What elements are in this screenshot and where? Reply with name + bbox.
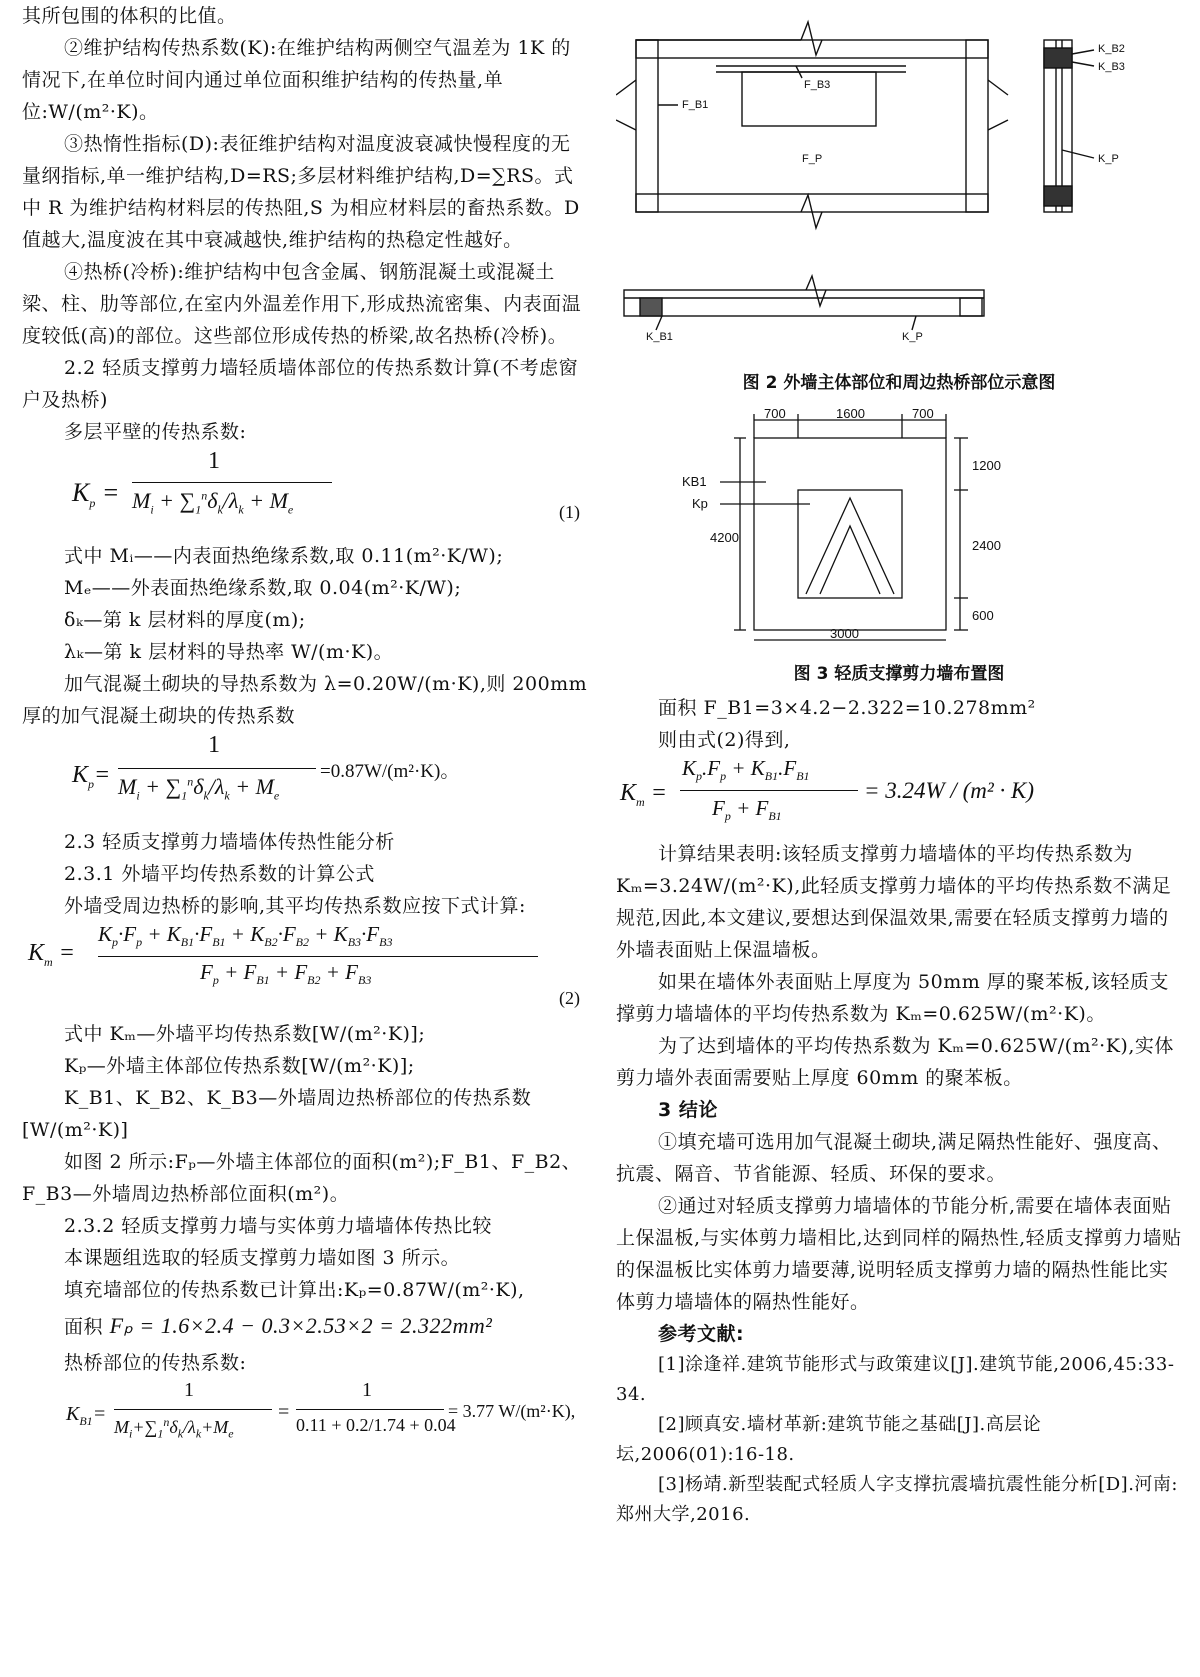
para-thermal-bridge-coeff: 热桥部位的传热系数:	[64, 1352, 247, 1374]
para-heat-transfer-coeff: ②维护结构传热系数(K):在维护结构两侧空气温差为 1K 的情况下,在单位时间内通过单位面积维护结构的传热量,单位:W/(m²·K)。	[22, 37, 571, 123]
para-60mm: 为了达到墙体的平均传热系数为 Kₘ=0.625W/(m²·K),实体剪力墙外表面需要贴上厚度 60mm 的聚苯板。	[616, 1035, 1174, 1089]
left-column	[22, 0, 588, 1463]
fig2-label-kp2: K_P	[902, 331, 923, 343]
def-lambda-k: λₖ—第 k 层材料的导热率 W/(m·K)。	[64, 641, 394, 663]
heading-2-3: 2.3 轻质支撑剪力墙墙体传热性能分析	[64, 831, 395, 853]
para-multilayer: 多层平壁的传热系数:	[64, 421, 247, 443]
heading-2-2: 2.2 轻质支撑剪力墙轻质墙体部位的传热系数计算(不考虑窗户及热桥)	[22, 357, 579, 411]
para-result: 计算结果表明:该轻质支撑剪力墙墙体的平均传热系数为 Kₘ=3.24W/(m²·K),此轻质支撑剪力墙体的平均传热系数不满足规范,因此,本文建议,要想达到保温效果,需要在轻质支撑剪力墙的外墙表面贴上保温墙板。	[616, 843, 1172, 961]
conclusion-2: ②通过对轻质支撑剪力墙墙体的节能分析,需要在墙体表面贴上保温板,与实体剪力墙相比,达到同样的隔热性,轻质支撑剪力墙贴的保温板比实体剪力墙要薄,说明轻质支撑剪力墙的隔热性能比实体剪力墙墙体的隔热性能好。	[616, 1195, 1182, 1313]
fig3-dim-3000: 3000	[830, 626, 859, 641]
kp-result: =0.87W/(m²·K)。	[320, 761, 460, 782]
fig2-label-kb1: K_B1	[646, 331, 673, 343]
fig3-dim-700-right: 700	[912, 408, 934, 421]
def-areas: 如图 2 所示:Fₚ—外墙主体部位的面积(m²);F_B1、F_B2、F_B3—外墙周边热桥部位面积(m²)。	[22, 1151, 582, 1205]
fig2-label-fb1: F_B1	[682, 99, 709, 111]
fig3-label-kb1: KB1	[682, 474, 707, 489]
fig3-dim-700-left: 700	[764, 408, 786, 421]
equation-2-number: (2)	[559, 988, 580, 1008]
fig2-label-kb2: K_B2	[1098, 43, 1125, 55]
fig2-label-kp: K_P	[1098, 153, 1119, 165]
fig3-dim-1200: 1200	[972, 458, 1001, 473]
equation-kb1: $K_{B1}=$ 1 $M_i+\sum_1^n\delta_k/\lambda_k+M_e$ = 1 0.11 + 0.2/1.74 + 0.04 = 3.77 W/(m²·K),	[66, 1379, 576, 1441]
area-fp-line	[22, 1306, 588, 1347]
def-mi: 式中 Mᵢ——内表面热绝缘系数,取 0.11(m²·K/W);	[64, 545, 504, 567]
reference-3: [3]杨靖.新型装配式轻质人字支撑抗震墙抗震性能分析[D].河南:郑州大学,2016.	[616, 1474, 1178, 1525]
area-fp-equation: Fₚ = 1.6×2.4 − 0.3×2.53×2 = 2.322mm²	[109, 1313, 493, 1338]
para-aerated-concrete: 加气混凝土砌块的导热系数为 λ=0.20W/(m·K),则 200mm 厚的加气混凝土砌块的传热系数	[22, 673, 588, 727]
fig3-dim-2400: 2400	[972, 538, 1001, 553]
figure-2-diagram	[616, 0, 1182, 370]
para-50mm: 如果在墙体外表面贴上厚度为 50mm 厚的聚苯板,该轻质支撑剪力墙墙体的平均传热系数为 Kₘ=0.625W/(m²·K)。	[616, 971, 1169, 1025]
area-label: 面积	[64, 1316, 104, 1338]
figure-3-caption: 图 3 轻质支撑剪力墙布置图	[793, 664, 1005, 684]
para-average-coeff: 外墙受周边热桥的影响,其平均传热系数应按下式计算:	[64, 895, 526, 917]
def-delta-k: δₖ—第 k 层材料的厚度(m);	[64, 609, 306, 631]
reference-1: [1]涂逢祥.建筑节能形式与政策建议[J].建筑节能,2006,45:33-34.	[616, 1354, 1175, 1405]
fig3-dim-600: 600	[972, 608, 994, 623]
equation-1-number: (1)	[559, 502, 580, 522]
heading-2-3-1: 2.3.1 外墙平均传热系数的计算公式	[64, 863, 375, 885]
heading-2-3-2: 2.3.2 轻质支撑剪力墙与实体剪力墙墙体传热比较	[64, 1215, 492, 1237]
def-kp: Kₚ—外墙主体部位传热系数[W/(m²·K)];	[64, 1055, 415, 1077]
para-fill-wall: 填充墙部位的传热系数已计算出:Kₚ=0.87W/(m²·K),	[64, 1279, 525, 1301]
para-volume-ratio: 其所包围的体积的比值。	[22, 5, 237, 27]
fig2-label-kb3: K_B3	[1098, 61, 1125, 73]
def-km: 式中 Kₘ—外墙平均传热系数[W/(m²·K)];	[64, 1023, 426, 1045]
reference-2: [2]顾真安.墙材革新:建筑节能之基础[J].高层论坛,2006(01):16-18.	[616, 1414, 1042, 1465]
fig3-dim-1600: 1600	[836, 408, 865, 421]
def-me: Mₑ——外表面热绝缘系数,取 0.04(m²·K/W);	[64, 577, 462, 599]
fig3-infill-panel	[798, 490, 902, 598]
equation-km-result: $K_m$ = $K_p.F_p + K_{B1}.F_{B1}$ $F_p + F_{B1}$ = 3.24W / (m² · K)	[620, 756, 1034, 824]
para-thermal-inertia: ③热惰性指标(D):表征维护结构对温度波衰减快慢程度的无量纲指标,单一维护结构,D=RS;多层材料维护结构,D=∑RS。式中 R 为维护结构材料层的传热阻,S 为相应材料层的畜热系数。D 值越大,温度波在其中衰减越快,维护结构的热稳定性越好。	[22, 133, 580, 251]
km-result: = 3.24W / (m² · K)	[864, 778, 1034, 803]
heading-3-conclusion: 3 结论	[658, 1099, 718, 1121]
right-column	[616, 0, 1182, 1530]
fig3-brace	[806, 498, 894, 594]
para-from-eq2: 则由式(2)得到,	[658, 729, 791, 751]
kb1-result: = 3.77 W/(m²·K),	[448, 1401, 576, 1421]
references-title: 参考文献:	[658, 1323, 745, 1345]
fig2-label-fb3: F_B3	[804, 79, 831, 91]
equation-2: $K_m$ = $K_p\cdot F_p + K_{B1}\cdot F_{B1} + K_{B2}\cdot F_{B2} + K_{B3}\cdot F_{B3}$ $F_p + F_{B1} + F_{B2} + F_{B3}$ (2)	[28, 922, 580, 1008]
figure-2-caption: 图 2 外墙主体部位和周边热桥部位示意图	[742, 373, 1056, 393]
para-figure-3-ref: 本课题组选取的轻质支撑剪力墙如图 3 所示。	[64, 1247, 461, 1269]
equation-1: $K_p$ = 1 $M_i + \sum_1^n\delta_k/\lambda_k + M_e$ (1)	[72, 448, 580, 522]
fig3-label-kp: Kp	[692, 496, 708, 511]
area-fb1: 面积 F_B1=3×4.2−2.322=10.278mm²	[658, 697, 1036, 719]
fig2-plan-strip	[624, 290, 984, 316]
def-kb: K_B1、K_B2、K_B3—外墙周边热桥部位的传热系数[W/(m²·K)]	[22, 1087, 532, 1141]
equation-kp-value: $K_p=$ 1 $M_i + \sum_1^n\delta_k/\lambda_k + M_e$ =0.87W/(m²·K)。	[72, 732, 460, 803]
para-thermal-bridge: ④热桥(冷桥):维护结构中包含金属、钢筋混凝土或混凝土梁、柱、肋等部位,在室内外温差作用下,形成热流密集、内表面温度较低(高)的部位。这些部位形成传热的桥梁,故名热桥(冷桥)。	[22, 261, 582, 347]
fig3-wall-outline	[754, 438, 946, 630]
fig2-label-fp: F_P	[802, 153, 823, 165]
figure-3-diagram	[616, 408, 1182, 648]
conclusion-1: ①填充墙可选用加气混凝土砌块,满足隔热性能好、强度高、抗震、隔音、节省能源、轻质、环保的要求。	[616, 1131, 1172, 1185]
fig3-dim-4200: 4200	[710, 530, 739, 545]
